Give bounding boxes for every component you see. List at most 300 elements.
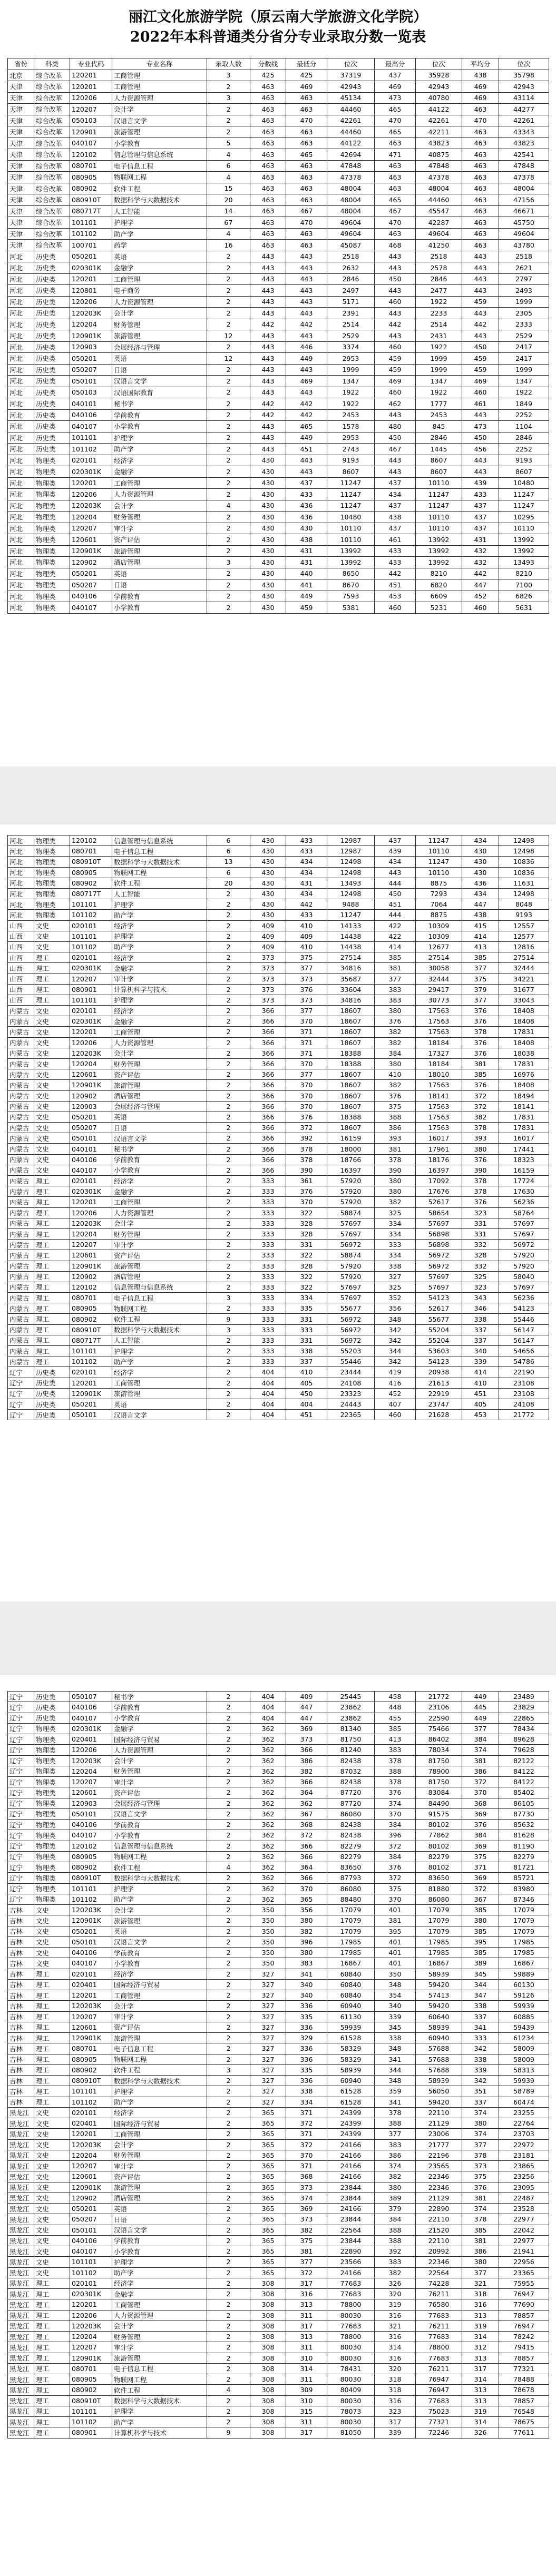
major-code-cell: 101101 xyxy=(70,2086,112,2097)
document-title-block xyxy=(0,0,556,51)
max-rank-cell: 18184 xyxy=(416,1037,462,1048)
min-score-cell: 371 xyxy=(286,1027,327,1037)
admitted-count-cell: 2 xyxy=(207,1969,250,1979)
major-name-cell: 助产学 xyxy=(112,941,207,952)
avg-score-cell: 369 xyxy=(462,1873,499,1883)
avg-rank-cell: 42541 xyxy=(499,149,549,161)
major-code-cell: 040106 xyxy=(70,2235,112,2246)
max-rank-cell: 57688 xyxy=(416,2043,462,2054)
category-cell: 综合改革 xyxy=(34,92,70,104)
major-name-cell: 经济学 xyxy=(112,1006,207,1016)
header-major-code: 专业代码 xyxy=(70,58,112,70)
major-code-cell: 050201 xyxy=(70,1112,112,1122)
avg-score-cell: 317 xyxy=(462,2363,499,2374)
max-rank-cell: 16397 xyxy=(416,1165,462,1175)
table-row xyxy=(8,1144,549,1154)
min-score-cell: 463 xyxy=(286,104,327,115)
max-score-cell: 434 xyxy=(375,857,416,867)
avg-rank-cell: 23108 xyxy=(499,1388,549,1399)
major-code-cell: 120207 xyxy=(70,1240,112,1250)
major-code-cell: 020101 xyxy=(70,952,112,963)
table-row xyxy=(8,466,549,478)
control-line-cell: 362 xyxy=(250,1734,286,1745)
major-name-cell: 数据科学与大数据技术 xyxy=(112,857,207,867)
category-cell: 理工 xyxy=(34,1969,70,1979)
major-name-cell: 旅游管理 xyxy=(112,2182,207,2192)
major-code-cell: 020301K xyxy=(70,466,112,478)
max-rank-cell: 78900 xyxy=(416,1766,462,1776)
control-line-cell: 463 xyxy=(250,183,286,194)
table-row xyxy=(8,1250,549,1261)
avg-rank-cell: 57697 xyxy=(499,1228,549,1239)
min-score-cell: 338 xyxy=(286,1346,327,1356)
table-row xyxy=(8,1123,549,1133)
province-cell: 黑龙江 xyxy=(8,2161,34,2171)
max-score-cell: 348 xyxy=(375,1314,416,1324)
avg-score-cell: 473 xyxy=(462,421,499,432)
control-line-cell: 443 xyxy=(250,273,286,285)
max-score-cell: 344 xyxy=(375,1346,416,1356)
avg-score-cell: 346 xyxy=(462,1303,499,1314)
major-name-cell: 学前教育 xyxy=(112,1154,207,1165)
major-code-cell: 120601 xyxy=(70,534,112,546)
category-cell: 文史 xyxy=(34,941,70,952)
major-code-cell: 120204 xyxy=(70,1228,112,1239)
max-score-cell: 463 xyxy=(375,228,416,240)
province-cell: 内蒙古 xyxy=(8,1335,34,1345)
avg-rank-cell: 8607 xyxy=(499,466,549,478)
control-line-cell: 404 xyxy=(250,1702,286,1713)
province-cell: 河北 xyxy=(8,534,34,546)
avg-rank-cell: 78678 xyxy=(499,2385,549,2395)
province-cell: 吉林 xyxy=(8,1915,34,1926)
max-score-cell: 354 xyxy=(375,1990,416,2001)
min-rank-cell: 82438 xyxy=(327,1755,375,1766)
max-score-cell: 396 xyxy=(375,1830,416,1841)
control-line-cell: 365 xyxy=(250,2161,286,2171)
control-line-cell: 350 xyxy=(250,1926,286,1936)
avg-score-cell: 375 xyxy=(462,2171,499,2182)
avg-rank-cell: 81190 xyxy=(499,1841,549,1851)
admitted-count-cell: 6 xyxy=(207,867,250,878)
min-score-cell: 396 xyxy=(286,1936,327,1947)
max-rank-cell: 56898 xyxy=(416,1228,462,1239)
max-rank-cell: 56972 xyxy=(416,1261,462,1271)
table-row xyxy=(8,1293,549,1303)
category-cell: 文史 xyxy=(34,1112,70,1122)
max-rank-cell: 56898 xyxy=(416,1240,462,1250)
major-name-cell: 护理学 xyxy=(112,899,207,910)
table-row xyxy=(8,1990,549,2001)
max-rank-cell: 55204 xyxy=(416,1335,462,1345)
major-code-cell: 050201 xyxy=(70,251,112,262)
avg-rank-cell: 17985 xyxy=(499,1936,549,1947)
table-row xyxy=(8,2033,549,2043)
avg-rank-cell: 12498 xyxy=(499,846,549,857)
category-cell: 综合改革 xyxy=(34,183,70,194)
min-score-cell: 366 xyxy=(286,1841,327,1851)
avg-score-cell: 433 xyxy=(462,489,499,500)
avg-rank-cell: 82279 xyxy=(499,1851,549,1862)
max-rank-cell: 76211 xyxy=(416,2289,462,2299)
min-score-cell: 317 xyxy=(286,2321,327,2331)
admitted-count-cell: 2 xyxy=(207,1820,250,1830)
max-rank-cell: 49604 xyxy=(416,228,462,240)
avg-rank-cell: 1104 xyxy=(499,421,549,432)
major-code-cell: 020101 xyxy=(70,1176,112,1186)
table-row xyxy=(8,2011,549,2022)
max-score-cell: 348 xyxy=(375,2076,416,2086)
major-name-cell: 秘书学 xyxy=(112,398,207,410)
max-score-cell: 437 xyxy=(375,70,416,81)
major-name-cell: 汉语言文学 xyxy=(112,376,207,387)
category-cell: 理工 xyxy=(34,2054,70,2064)
category-cell: 文史 xyxy=(34,920,70,931)
min-rank-cell: 86080 xyxy=(327,1808,375,1819)
major-name-cell: 会展经济与管理 xyxy=(112,1798,207,1808)
min-rank-cell: 2518 xyxy=(327,251,375,262)
max-score-cell: 390 xyxy=(375,1165,416,1175)
province-cell: 黑龙江 xyxy=(8,2235,34,2246)
control-line-cell: 308 xyxy=(250,2332,286,2342)
max-rank-cell: 22590 xyxy=(416,1713,462,1723)
avg-rank-cell: 17831 xyxy=(499,1123,549,1133)
province-cell: 辽宁 xyxy=(8,1841,34,1851)
avg-score-cell: 443 xyxy=(462,308,499,319)
admitted-count-cell: 20 xyxy=(207,194,250,206)
max-rank-cell: 43823 xyxy=(416,137,462,149)
major-name-cell: 会计学 xyxy=(112,1755,207,1766)
province-cell: 内蒙古 xyxy=(8,1165,34,1175)
major-code-cell: 050101 xyxy=(70,1410,112,1420)
table-row xyxy=(8,974,549,984)
min-score-cell: 380 xyxy=(286,1915,327,1926)
max-score-cell: 386 xyxy=(375,1123,416,1133)
avg-score-cell: 343 xyxy=(462,1293,499,1303)
major-name-cell: 小学教育 xyxy=(112,1830,207,1841)
major-code-cell: 080902 xyxy=(70,2385,112,2395)
min-rank-cell: 47378 xyxy=(327,172,375,183)
max-rank-cell: 21613 xyxy=(416,1378,462,1388)
major-name-cell: 经济学 xyxy=(112,952,207,963)
max-score-cell: 334 xyxy=(375,1228,416,1239)
avg-score-cell: 379 xyxy=(462,984,499,995)
max-score-cell: 438 xyxy=(375,512,416,523)
table-row xyxy=(8,910,549,920)
table-row xyxy=(8,228,549,240)
table-row xyxy=(8,2257,549,2267)
max-score-cell: 460 xyxy=(375,296,416,308)
category-cell: 物理类 xyxy=(34,579,70,591)
control-line-cell: 443 xyxy=(250,432,286,444)
min-rank-cell: 22365 xyxy=(327,1410,375,1420)
control-line-cell: 308 xyxy=(250,2374,286,2385)
major-code-cell: 040107 xyxy=(70,1165,112,1175)
control-line-cell: 430 xyxy=(250,846,286,857)
table-row xyxy=(8,523,549,534)
control-line-cell: 430 xyxy=(250,835,286,846)
admitted-count-cell: 2 xyxy=(207,1186,250,1197)
province-cell: 河北 xyxy=(8,512,34,523)
max-rank-cell: 42943 xyxy=(416,81,462,93)
major-name-cell: 酒店管理 xyxy=(112,557,207,568)
table-row xyxy=(8,1755,549,1766)
major-name-cell: 旅游管理 xyxy=(112,1915,207,1926)
province-cell: 黑龙江 xyxy=(8,2385,34,2395)
avg-score-cell: 340 xyxy=(462,1346,499,1356)
control-line-cell: 463 xyxy=(250,228,286,240)
avg-score-cell: 314 xyxy=(462,2332,499,2342)
table-row xyxy=(8,1873,549,1883)
avg-score-cell: 381 xyxy=(462,1755,499,1766)
admitted-count-cell: 2 xyxy=(207,2033,250,2043)
min-rank-cell: 80409 xyxy=(327,2385,375,2395)
min-score-cell: 369 xyxy=(286,2204,327,2214)
table-row xyxy=(8,1356,549,1367)
avg-rank-cell: 31677 xyxy=(499,984,549,995)
max-score-cell: 444 xyxy=(375,910,416,920)
admitted-count-cell: 4 xyxy=(207,149,250,161)
avg-rank-cell: 33043 xyxy=(499,995,549,1005)
max-rank-cell: 30773 xyxy=(416,995,462,1005)
major-code-cell: 120601 xyxy=(70,1069,112,1080)
major-code-cell: 101101 xyxy=(70,2257,112,2267)
province-cell: 内蒙古 xyxy=(8,1314,34,1324)
major-code-cell: 050201 xyxy=(70,1399,112,1409)
avg-rank-cell: 58009 xyxy=(499,2043,549,2054)
min-rank-cell: 25445 xyxy=(327,1692,375,1702)
max-score-cell: 473 xyxy=(375,92,416,104)
avg-score-cell: 443 xyxy=(462,273,499,285)
max-rank-cell: 83084 xyxy=(416,1787,462,1798)
avg-score-cell: 376 xyxy=(462,1080,499,1090)
max-score-cell: 389 xyxy=(375,2192,416,2203)
province-cell: 内蒙古 xyxy=(8,1133,34,1144)
avg-score-cell: 381 xyxy=(462,2192,499,2203)
avg-score-cell: 414 xyxy=(462,1367,499,1378)
min-score-cell: 375 xyxy=(286,2235,327,2246)
major-code-cell: 050101 xyxy=(70,1133,112,1144)
control-line-cell: 409 xyxy=(250,920,286,931)
province-cell: 山西 xyxy=(8,920,34,931)
admitted-count-cell: 2 xyxy=(207,1058,250,1069)
max-score-cell: 378 xyxy=(375,1777,416,1787)
avg-rank-cell: 34221 xyxy=(499,974,549,984)
admitted-count-cell: 2 xyxy=(207,1841,250,1851)
major-code-cell: 120204 xyxy=(70,1058,112,1069)
major-name-cell: 金融学 xyxy=(112,1723,207,1734)
min-score-cell: 338 xyxy=(286,2086,327,2097)
major-name-cell: 财务管理 xyxy=(112,1766,207,1776)
admitted-count-cell: 2 xyxy=(207,1378,250,1388)
max-rank-cell: 17563 xyxy=(416,1112,462,1122)
control-line-cell: 333 xyxy=(250,1293,286,1303)
category-cell: 文史 xyxy=(34,1048,70,1058)
major-name-cell: 软件工程 xyxy=(112,1862,207,1873)
category-cell: 文史 xyxy=(34,2107,70,2118)
avg-score-cell: 372 xyxy=(462,1101,499,1112)
avg-rank-cell: 43780 xyxy=(499,240,549,251)
avg-score-cell: 463 xyxy=(462,126,499,138)
table-row xyxy=(8,1894,549,1904)
control-line-cell: 333 xyxy=(250,1240,286,1250)
max-score-cell: 450 xyxy=(375,888,416,899)
min-rank-cell: 87793 xyxy=(327,1873,375,1883)
major-name-cell: 电子信息工程 xyxy=(112,1293,207,1303)
avg-rank-cell: 23108 xyxy=(499,1378,549,1388)
table-row xyxy=(8,2107,549,2118)
min-score-cell: 336 xyxy=(286,2076,327,2086)
avg-rank-cell: 17079 xyxy=(499,1926,549,1936)
province-cell: 河北 xyxy=(8,591,34,602)
max-rank-cell: 74228 xyxy=(416,2278,462,2288)
avg-score-cell: 332 xyxy=(462,1261,499,1271)
min-score-cell: 336 xyxy=(286,2022,327,2032)
avg-rank-cell: 23865 xyxy=(499,2161,549,2171)
max-score-cell: 465 xyxy=(375,104,416,115)
major-code-cell: 120201 xyxy=(70,2299,112,2310)
admitted-count-cell: 2 xyxy=(207,2182,250,2192)
admitted-count-cell: 2 xyxy=(207,1112,250,1122)
table-row xyxy=(8,2417,549,2427)
admitted-count-cell: 2 xyxy=(207,1016,250,1027)
avg-score-cell: 456 xyxy=(462,444,499,455)
avg-rank-cell: 56236 xyxy=(499,1293,549,1303)
major-name-cell: 护理学 xyxy=(112,217,207,229)
max-rank-cell: 27514 xyxy=(416,952,462,963)
max-score-cell: 414 xyxy=(375,941,416,952)
major-name-cell: 学前教育 xyxy=(112,1702,207,1713)
min-score-cell: 434 xyxy=(286,857,327,867)
min-score-cell: 335 xyxy=(286,2011,327,2022)
avg-rank-cell: 16976 xyxy=(499,1069,549,1080)
major-name-cell: 旅游管理 xyxy=(112,1261,207,1271)
max-rank-cell: 84490 xyxy=(416,1798,462,1808)
table-row xyxy=(8,1335,549,1345)
avg-score-cell: 430 xyxy=(462,867,499,878)
avg-score-cell: 325 xyxy=(462,1271,499,1282)
admitted-count-cell: 2 xyxy=(207,444,250,455)
major-code-cell: 040106 xyxy=(70,1154,112,1165)
max-rank-cell: 10110 xyxy=(416,512,462,523)
admitted-count-cell: 2 xyxy=(207,888,250,899)
avg-rank-cell: 44277 xyxy=(499,104,549,115)
avg-score-cell: 331 xyxy=(462,1228,499,1239)
max-score-cell: 334 xyxy=(375,1218,416,1228)
min-score-cell: 383 xyxy=(286,1958,327,1969)
avg-score-cell: 342 xyxy=(462,2076,499,2086)
control-line-cell: 362 xyxy=(250,1883,286,1894)
admitted-count-cell: 9 xyxy=(207,2427,250,2438)
major-code-cell: 120201 xyxy=(70,2129,112,2139)
table-row xyxy=(8,1197,549,1207)
max-rank-cell: 57688 xyxy=(416,2064,462,2075)
max-rank-cell: 40780 xyxy=(416,92,462,104)
max-rank-cell: 11247 xyxy=(416,489,462,500)
admitted-count-cell: 2 xyxy=(207,2278,250,2288)
min-score-cell: 377 xyxy=(286,2257,327,2267)
avg-rank-cell: 79415 xyxy=(499,2342,549,2353)
max-rank-cell: 72246 xyxy=(416,2427,462,2438)
min-score-cell: 467 xyxy=(286,205,327,217)
major-code-cell: 120102 xyxy=(70,1841,112,1851)
major-code-cell: 120203K xyxy=(70,2139,112,2150)
avg-score-cell: 469 xyxy=(462,92,499,104)
control-line-cell: 308 xyxy=(250,2310,286,2321)
avg-rank-cell: 2518 xyxy=(499,251,549,262)
control-line-cell: 430 xyxy=(250,579,286,591)
avg-score-cell: 372 xyxy=(462,1883,499,1894)
major-code-cell: 020101 xyxy=(70,2107,112,2118)
major-code-cell: 120201 xyxy=(70,477,112,489)
admitted-count-cell: 2 xyxy=(207,2192,250,2203)
avg-rank-cell: 18408 xyxy=(499,1037,549,1048)
min-score-cell: 450 xyxy=(286,1388,327,1399)
min-rank-cell: 80030 xyxy=(327,2374,375,2385)
min-score-cell: 313 xyxy=(286,2332,327,2342)
admitted-count-cell: 2 xyxy=(207,2246,250,2257)
major-name-cell: 资产评估 xyxy=(112,2171,207,2182)
min-rank-cell: 58329 xyxy=(327,2043,375,2054)
min-rank-cell: 88480 xyxy=(327,1894,375,1904)
table-row xyxy=(8,545,549,557)
major-code-cell: 020301K xyxy=(70,1186,112,1197)
major-code-cell: 120203K xyxy=(70,1755,112,1766)
max-score-cell: 334 xyxy=(375,1250,416,1261)
max-score-cell: 377 xyxy=(375,2129,416,2139)
admitted-count-cell: 4 xyxy=(207,500,250,512)
min-score-cell: 373 xyxy=(286,974,327,984)
control-line-cell: 327 xyxy=(250,2097,286,2107)
avg-score-cell: 436 xyxy=(462,878,499,888)
control-line-cell: 362 xyxy=(250,1723,286,1734)
min-score-cell: 340 xyxy=(286,1990,327,2001)
max-score-cell: 378 xyxy=(375,1755,416,1766)
avg-rank-cell: 54786 xyxy=(499,1356,549,1367)
max-score-cell: 395 xyxy=(375,1926,416,1936)
min-rank-cell: 57697 xyxy=(327,1228,375,1239)
max-score-cell: 382 xyxy=(375,2267,416,2278)
major-code-cell: 050107 xyxy=(70,1692,112,1702)
min-score-cell: 367 xyxy=(286,1808,327,1819)
control-line-cell: 365 xyxy=(250,2204,286,2214)
control-line-cell: 373 xyxy=(250,984,286,995)
max-score-cell: 316 xyxy=(375,2395,416,2406)
admitted-count-cell: 2 xyxy=(207,341,250,353)
avg-score-cell: 313 xyxy=(462,2353,499,2363)
min-rank-cell: 18607 xyxy=(327,1080,375,1090)
max-rank-cell: 17092 xyxy=(416,1176,462,1186)
avg-rank-cell: 59889 xyxy=(499,1969,549,1979)
max-rank-cell: 57697 xyxy=(416,1218,462,1228)
min-score-cell: 463 xyxy=(286,126,327,138)
province-cell: 黑龙江 xyxy=(8,2342,34,2353)
avg-score-cell: 342 xyxy=(462,2043,499,2054)
province-cell: 辽宁 xyxy=(8,1410,34,1420)
category-cell: 文史 xyxy=(34,1958,70,1969)
major-name-cell: 旅游管理 xyxy=(112,2033,207,2043)
admitted-count-cell: 2 xyxy=(207,1410,250,1420)
avg-score-cell: 413 xyxy=(462,941,499,952)
table-row xyxy=(8,941,549,952)
major-name-cell: 旅游管理 xyxy=(112,330,207,342)
major-name-cell: 人力资源管理 xyxy=(112,1037,207,1048)
avg-rank-cell: 2529 xyxy=(499,330,549,342)
province-cell: 黑龙江 xyxy=(8,2150,34,2160)
min-rank-cell: 16159 xyxy=(327,1133,375,1144)
max-rank-cell: 32444 xyxy=(416,974,462,984)
table-row xyxy=(8,1702,549,1713)
